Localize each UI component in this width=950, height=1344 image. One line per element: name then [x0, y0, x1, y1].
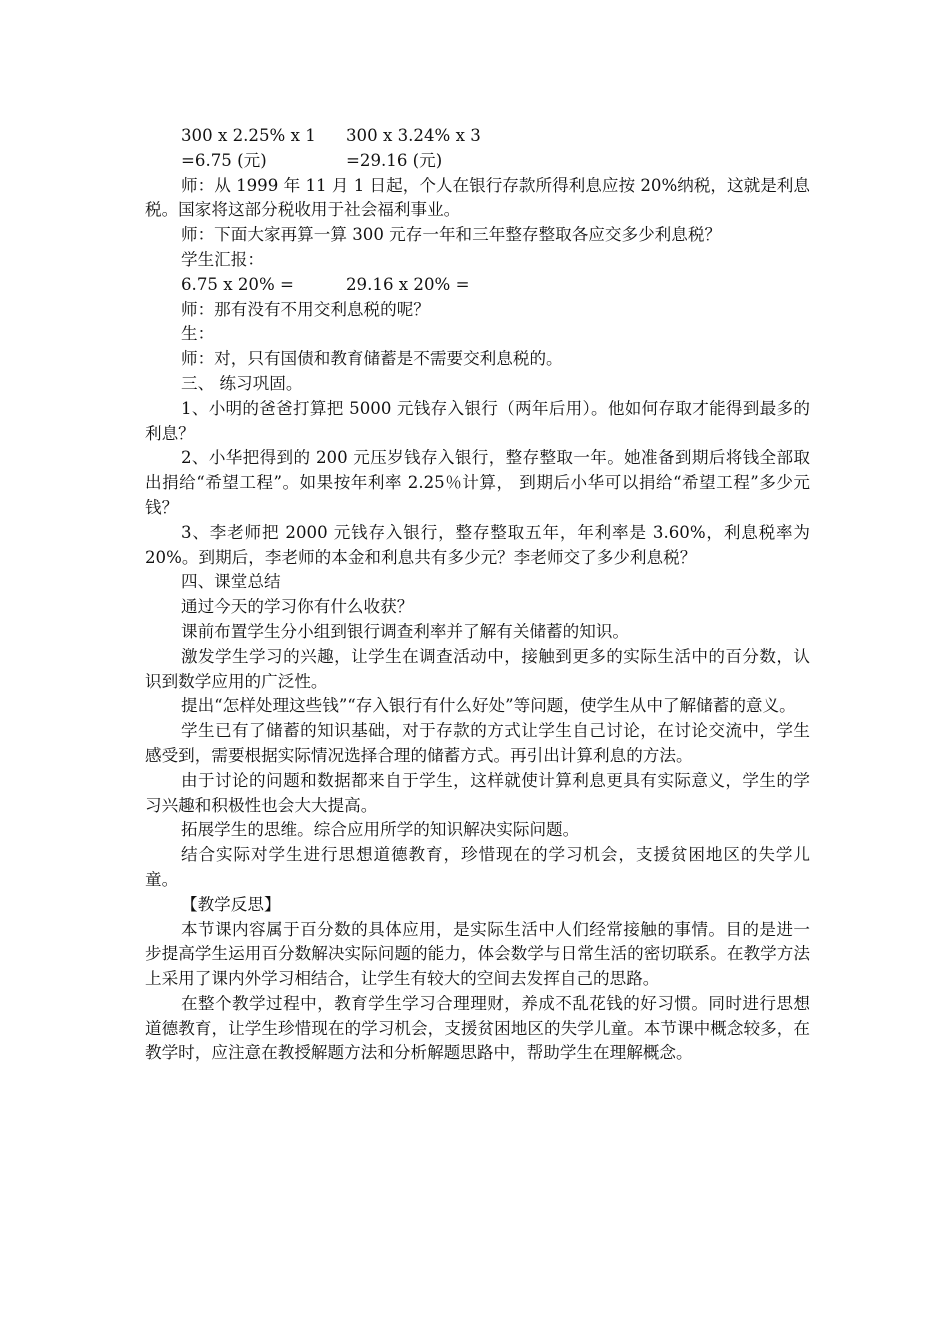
paragraph-design-5: 由于讨论的问题和数据都来自于学生，这样就使计算利息更具有实际意义，学生的学习兴趣和积极性也会大大提高。	[145, 770, 810, 815]
document-page	[145, 124, 810, 1066]
exercise-3: 3、李老师把 2000 元钱存入银行，整存整取五年，年利率是 3.60%，利息税率为 20%。到期后，李老师的本金和利息共有多少元？李老师交了多少利息税？	[145, 522, 810, 567]
heading-reflection: 【教学反思】	[181, 894, 281, 914]
exercise-2: 2、小华把得到的 200 元压岁钱存入银行，整存整取一年。她准备到期后将钱全部取出捐给“希望工程”。如果按年利率 2.25％计算， 到期后小华可以捐给“希望工程”多少元钱？	[145, 448, 810, 517]
exercise-1: 1、小明的爸爸打算把 5000 元钱存入银行（两年后用）。他如何存取才能得到最多的利息？	[145, 398, 810, 443]
interest-calc-row	[145, 124, 810, 149]
paragraph-reflection-1: 本节课内容属于百分数的具体应用，是实际生活中人们经常接触的事情。目的是进一步提高学生运用百分数解决实际问题的能力，体会数学与日常生活的密切联系。在教学方法上采用了课内外学习相结合，让学生有较大的空间去发挥自己的思路。	[145, 919, 810, 989]
interest-result-row	[145, 149, 810, 174]
paragraph-design-3: 提出“怎样处理这些钱”“存入银行有什么好处”等问题，使学生从中了解储蓄的意义。	[181, 696, 796, 716]
result-one-year: =6.75 (元)	[181, 150, 267, 170]
paragraph-tax-intro: 师：从 1999 年 11 月 1 日起，个人在银行存款所得利息应按 20%纳税，这就是利息税。国家将这部分税收用于社会福利事业。	[145, 175, 810, 220]
paragraph-summary-question: 通过今天的学习你有什么收获？	[181, 597, 414, 617]
tax-one-year: 6.75 x 20% =	[181, 274, 294, 294]
calc-three-years: 300 x 3.24% x 3	[346, 126, 481, 145]
calc-one-year: 300 x 2.25% x 1	[181, 126, 316, 145]
tax-three-years: 29.16 x 20% =	[346, 274, 470, 294]
paragraph-calc-tax: 师：下面大家再算一算 300 元存一年和三年整存整取各应交多少利息税？	[181, 225, 722, 245]
tax-calc-row	[145, 273, 810, 298]
paragraph-design-7: 结合实际对学生进行思想道德教育，珍惜现在的学习机会，支援贫困地区的失学儿童。	[145, 845, 810, 889]
heading-practice: 三、 练习巩固。	[181, 373, 303, 393]
result-three-years: =29.16 (元)	[346, 150, 443, 170]
paragraph-student: 生：	[181, 324, 215, 344]
heading-summary: 四、课堂总结	[181, 572, 281, 592]
paragraph-reflection-2: 在整个教学过程中，教育学生学习合理理财，养成不乱花钱的好习惯。同时进行思想道德教育，让学生珍惜现在的学习机会，支援贫困地区的失学儿童。本节课中概念较多，在教学时，应注意在教授解题方法和分析解题思路中，帮助学生在理解概念。	[145, 993, 810, 1063]
paragraph-design-4: 学生已有了储蓄的知识基础，对于存款的方式让学生自己讨论，在讨论交流中，学生感受到，需要根据实际情况选择合理的储蓄方式。再引出计算利息的方法。	[145, 721, 810, 765]
paragraph-student-report: 学生汇报：	[181, 249, 264, 269]
paragraph-design-1: 课前布置学生分小组到银行调查利率并了解有关储蓄的知识。	[181, 621, 630, 641]
paragraph-no-tax-question: 师：那有没有不用交利息税的呢？	[181, 299, 430, 319]
paragraph-design-2: 激发学生学习的兴趣，让学生在调查活动中，接触到更多的实际生活中的百分数，认识到数学应用的广泛性。	[145, 646, 810, 691]
paragraph-design-6: 拓展学生的思维。综合应用所学的知识解决实际问题。	[181, 820, 580, 840]
paragraph-no-tax-answer: 师：对，只有国债和教育储蓄是不需要交利息税的。	[181, 349, 563, 369]
